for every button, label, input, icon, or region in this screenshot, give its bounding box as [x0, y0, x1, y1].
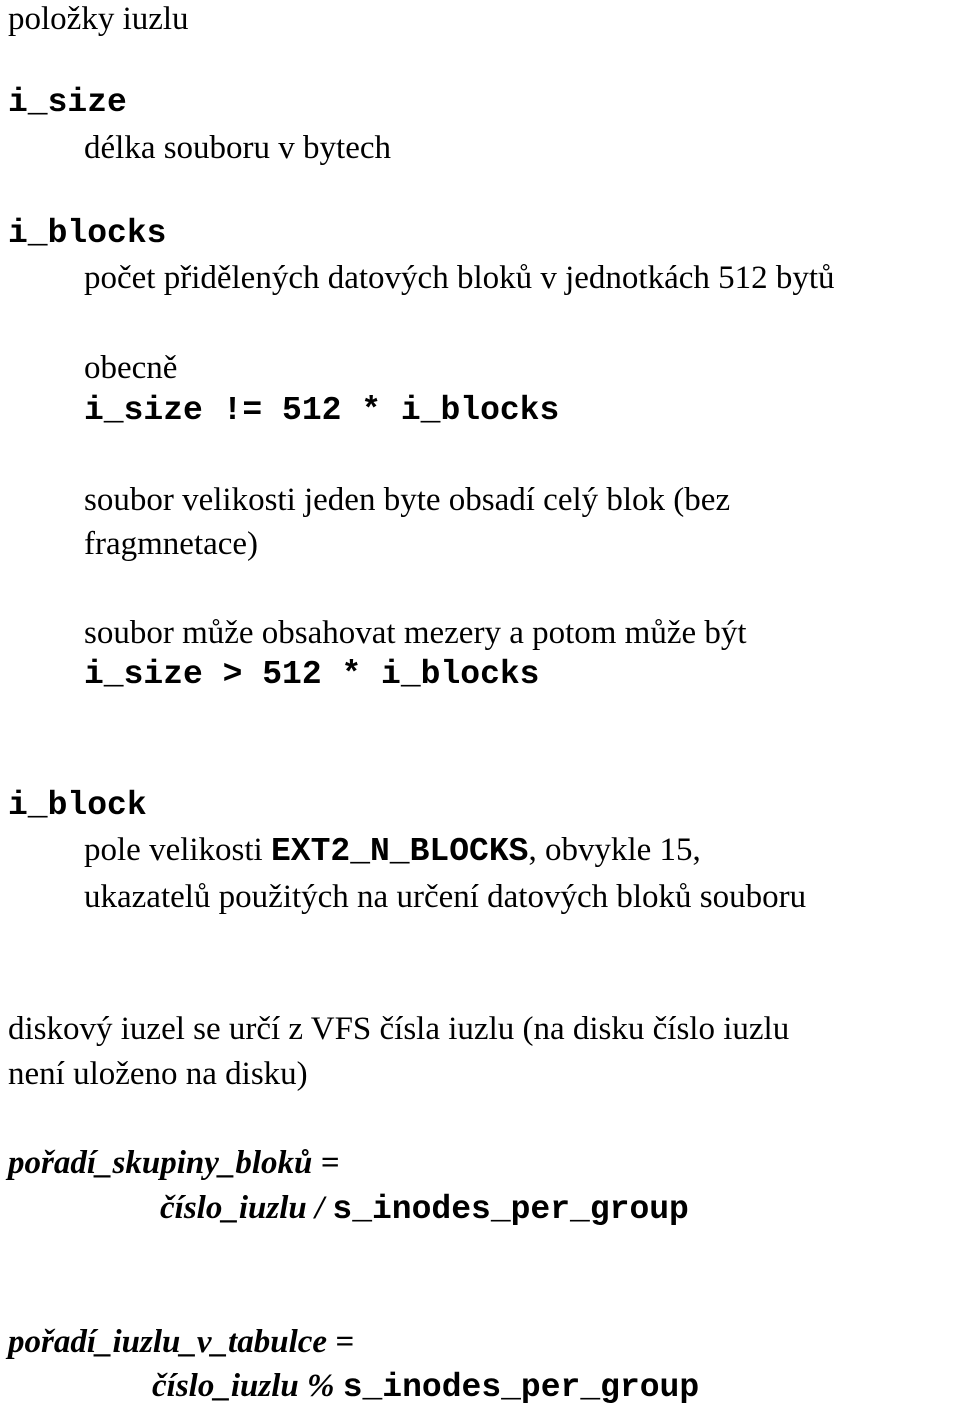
generally-label: obecně — [84, 350, 178, 386]
formula-group-rhs-const: s_inodes_per_group — [332, 1191, 689, 1228]
i-size-description: délka souboru v bytech — [84, 130, 392, 166]
formula-table-rhs-var: číslo_iuzlu % — [152, 1368, 343, 1404]
formula-group-lhs: pořadí_skupiny_bloků = — [8, 1145, 340, 1181]
formula-group-rhs — [160, 1192, 689, 1226]
disk-inode-line-2: není uloženo na disku) — [8, 1056, 308, 1092]
i-block-description-line-2: ukazatelů použitých na určení datových bloků souboru — [84, 879, 807, 915]
i-block-desc-suffix: , obvykle 15, — [528, 832, 701, 868]
formula-group-rhs-var: číslo_iuzlu / — [160, 1190, 333, 1226]
holes-note: soubor může obsahovat mezery a potom může být — [84, 615, 747, 651]
formula-table-rhs-const: s_inodes_per_group — [342, 1369, 700, 1406]
disk-inode-line-1: diskový iuzel se určí z VFS čísla iuzlu (na disku číslo iuzlu — [8, 1011, 790, 1047]
i-blocks-description: počet přidělených datových bloků v jednotkách 512 bytů — [84, 260, 835, 296]
block-note-line-1: soubor velikosti jeden byte obsadí celý blok (bez — [84, 482, 731, 518]
i-block-description-line-1 — [84, 834, 701, 868]
term-i-block: i_block — [8, 787, 147, 824]
holes-expression: i_size > 512 * i_blocks — [84, 656, 540, 693]
block-note-line-2: fragmnetace) — [84, 526, 259, 562]
page-heading: položky iuzlu — [8, 1, 189, 37]
inequality-expression: i_size != 512 * i_blocks — [84, 392, 560, 429]
i-block-desc-prefix: pole velikosti — [84, 832, 271, 868]
term-i-blocks: i_blocks — [8, 215, 167, 252]
term-i-size: i_size — [8, 84, 127, 121]
ext2-n-blocks-constant: EXT2_N_BLOCKS — [270, 833, 529, 870]
formula-table-lhs: pořadí_iuzlu_v_tabulce = — [8, 1324, 355, 1360]
formula-table-rhs — [152, 1370, 699, 1404]
